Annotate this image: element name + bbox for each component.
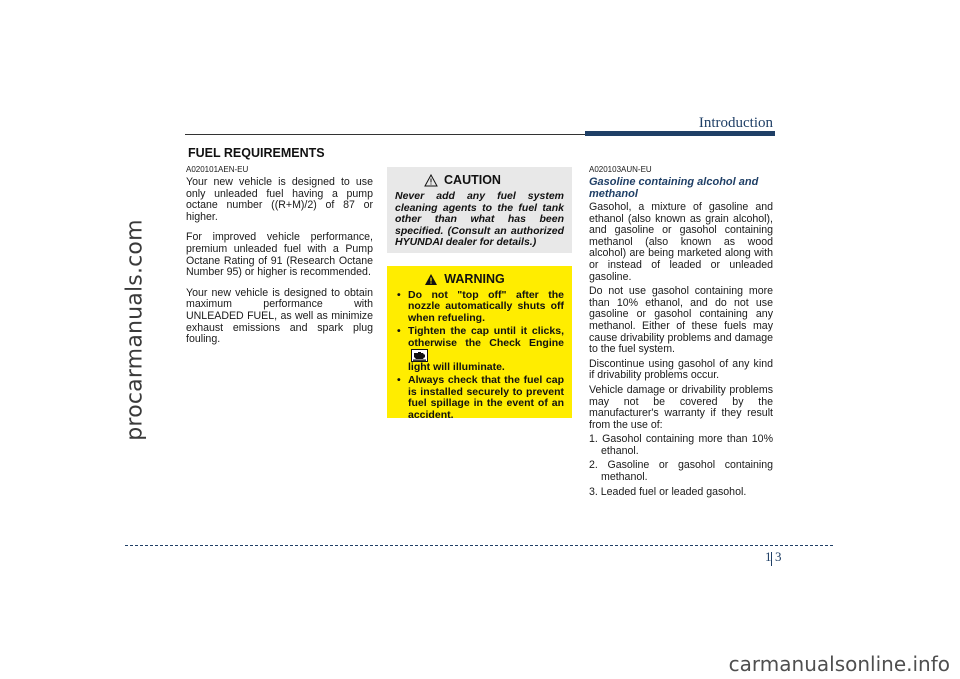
list-item: 2. Gasoline or gasohol containing methanol. [589,459,773,484]
list-item: 1. Gasohol containing more than 10% ethanol. [589,433,773,457]
list-item: 3. Leaded fuel or leaded gasohol. [589,485,747,498]
paragraph: Vehicle damage or drivability problems may not be covered by the manufacturer's warranty if they result from the use of: [589,383,773,431]
subheading: Gasoline containing alcohol and methanol [589,176,759,200]
paragraph: For improved vehicle performance, premium unleaded fuel with a Pump Octane Rating of 91 (Research Octane Number 95) or higher is recommended. [186,231,373,279]
page-number-separator [771,552,772,566]
footer-dashed-rule [125,545,833,546]
left-column [186,165,373,355]
warning-header [365,272,564,286]
section-code: A020103AUN-EU [589,165,652,174]
side-watermark: procarmanuals.com [122,219,148,441]
caution-box [387,167,572,253]
header-rule-thin [185,134,585,135]
paragraph: Your new vehicle is designed to obtain maximum performance with UNLEADED FUEL, as well as minimize exhaust emissions and spark plug fouling. [186,286,373,346]
warning-item: • Always check that the fuel cap is installed securely to prevent fuel spillage in the event of an accident. [397,374,564,421]
warning-list [395,290,564,421]
warning-label: WARNING [444,272,505,286]
paragraph: Your new vehicle is designed to use only unleaded fuel having a pump octane number ((R+M)/2) of 87 or higher. [186,176,373,223]
section-title: FUEL REQUIREMENTS [188,146,325,160]
paragraph: Do not use gasohol containing more than 10% ethanol, and do not use gasoline or gasohol containing any methanol. Either of these fuels may cause drivability problems and damage to the fuel system. [589,285,773,356]
page-number: 3 [775,549,782,564]
warning-item: • Tighten the cap until it clicks, otherwise the Check Engine light will illuminate. [397,325,564,374]
header-title: Introduction [698,115,773,131]
header-rule-thick [585,131,775,136]
section-code: A020101AEN-EU [186,165,249,174]
warning-triangle-outline-icon [424,174,438,187]
footer-watermark: carmanualsonline.info [728,652,950,676]
warning-triangle-filled-icon [424,273,438,286]
right-column [589,165,773,501]
paragraph: Gasohol, a mixture of gasoline and ethanol (also known as grain alcohol), and gasoline or gasohol containing methanol (also known as wood alcohol) are being marketed along with or instead of leaded or unleaded gasoline. [589,201,773,283]
caution-text: Never add any fuel system cleaning agents to the fuel tank other than what has been specified. (Consult an authorized HYUNDAI dealer for details.) [395,190,564,249]
warning-box [387,266,572,421]
caution-header [361,173,564,187]
fuel-list [589,434,773,498]
paragraph: Discontinue using gasohol of any kind if drivability problems occur. [589,357,773,382]
caution-label: CAUTION [444,173,501,187]
warning-item: • Do not "top off" after the nozzle automatically shuts off when refueling. [397,289,564,324]
chapter-number: 1 [765,549,772,564]
